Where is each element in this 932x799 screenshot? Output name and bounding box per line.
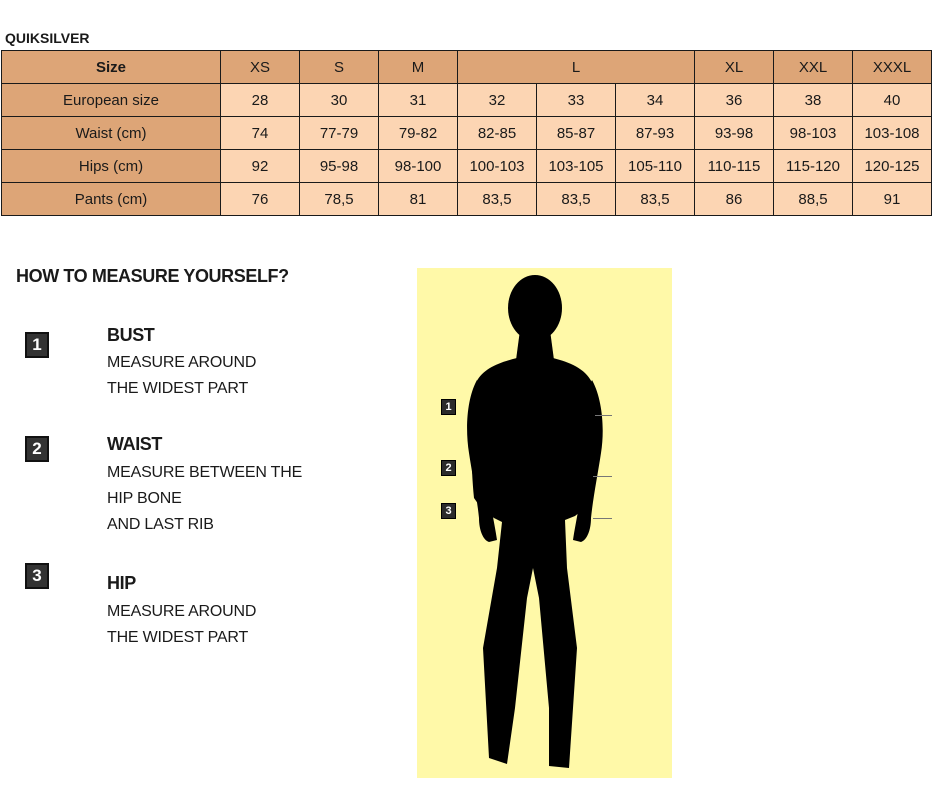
table-cell: 77-79 — [300, 117, 379, 150]
hip-guide-line — [593, 518, 612, 519]
table-cell: 98-103 — [774, 117, 853, 150]
size-header: S — [300, 51, 379, 84]
table-cell: 115-120 — [774, 150, 853, 183]
size-header: M — [379, 51, 458, 84]
table-cell: 32 — [458, 84, 537, 117]
size-header: XXXL — [853, 51, 932, 84]
table-cell: 93-98 — [695, 117, 774, 150]
table-cell: 36 — [695, 84, 774, 117]
table-cell: 87-93 — [616, 117, 695, 150]
step-2-text: MEASURE BETWEEN THE — [107, 464, 303, 481]
table-cell: 95-98 — [300, 150, 379, 183]
table-cell: 86 — [695, 183, 774, 216]
table-row — [2, 183, 932, 216]
waist-guide-line — [593, 476, 612, 477]
step-3-text: MEASURE AROUND — [107, 603, 257, 620]
step-2-text: AND LAST RIB — [107, 516, 214, 533]
table-cell: 74 — [221, 117, 300, 150]
step-1-text: MEASURE AROUND — [107, 354, 257, 371]
table-cell: 92 — [221, 150, 300, 183]
table-cell: 76 — [221, 183, 300, 216]
step-1-text: THE WIDEST PART — [107, 380, 249, 397]
table-row — [2, 117, 932, 150]
bust-marker-icon: 1 — [441, 399, 456, 415]
table-cell: 83,5 — [458, 183, 537, 216]
table-cell: 30 — [300, 84, 379, 117]
step-3-number-icon: 3 — [25, 563, 49, 589]
table-cell: 85-87 — [537, 117, 616, 150]
table-cell: 40 — [853, 84, 932, 117]
waist-marker-icon: 2 — [441, 460, 456, 476]
table-cell: 103-108 — [853, 117, 932, 150]
table-cell: 81 — [379, 183, 458, 216]
table-cell: 105-110 — [616, 150, 695, 183]
size-chart-table — [1, 50, 932, 216]
table-cell: 34 — [616, 84, 695, 117]
bust-guide-line — [595, 415, 612, 416]
table-cell: 100-103 — [458, 150, 537, 183]
table-cell: 83,5 — [537, 183, 616, 216]
table-cell: 78,5 — [300, 183, 379, 216]
howto-title: HOW TO MEASURE YOURSELF? — [16, 266, 289, 286]
table-cell: 83,5 — [616, 183, 695, 216]
hip-marker-icon: 3 — [441, 503, 456, 519]
table-cell: 120-125 — [853, 150, 932, 183]
table-cell: 79-82 — [379, 117, 458, 150]
table-header-row — [2, 51, 932, 84]
row-label: Waist (cm) — [2, 117, 221, 150]
row-label: Pants (cm) — [2, 183, 221, 216]
header-label: Size — [2, 51, 221, 84]
table-cell: 91 — [853, 183, 932, 216]
human-silhouette-icon — [417, 268, 672, 778]
row-label: Hips (cm) — [2, 150, 221, 183]
table-cell: 103-105 — [537, 150, 616, 183]
step-3-text: THE WIDEST PART — [107, 629, 249, 646]
table-row — [2, 84, 932, 117]
step-1-number-icon: 1 — [25, 332, 49, 358]
body-measurement-figure — [417, 268, 672, 778]
size-header: XL — [695, 51, 774, 84]
table-cell: 38 — [774, 84, 853, 117]
step-2-text: HIP BONE — [107, 490, 182, 507]
row-label: European size — [2, 84, 221, 117]
table-cell: 31 — [379, 84, 458, 117]
table-cell: 110-115 — [695, 150, 774, 183]
step-2-number-icon: 2 — [25, 436, 49, 462]
step-3-title: HIP — [107, 573, 136, 593]
size-header: XXL — [774, 51, 853, 84]
size-header: L — [458, 51, 695, 84]
table-cell: 33 — [537, 84, 616, 117]
table-cell: 98-100 — [379, 150, 458, 183]
table-cell: 82-85 — [458, 117, 537, 150]
step-2-title: WAIST — [107, 434, 162, 454]
brand-name: QUIKSILVER — [5, 30, 90, 46]
table-cell: 88,5 — [774, 183, 853, 216]
table-cell: 28 — [221, 84, 300, 117]
table-row — [2, 150, 932, 183]
size-header: XS — [221, 51, 300, 84]
step-1-title: BUST — [107, 325, 155, 345]
